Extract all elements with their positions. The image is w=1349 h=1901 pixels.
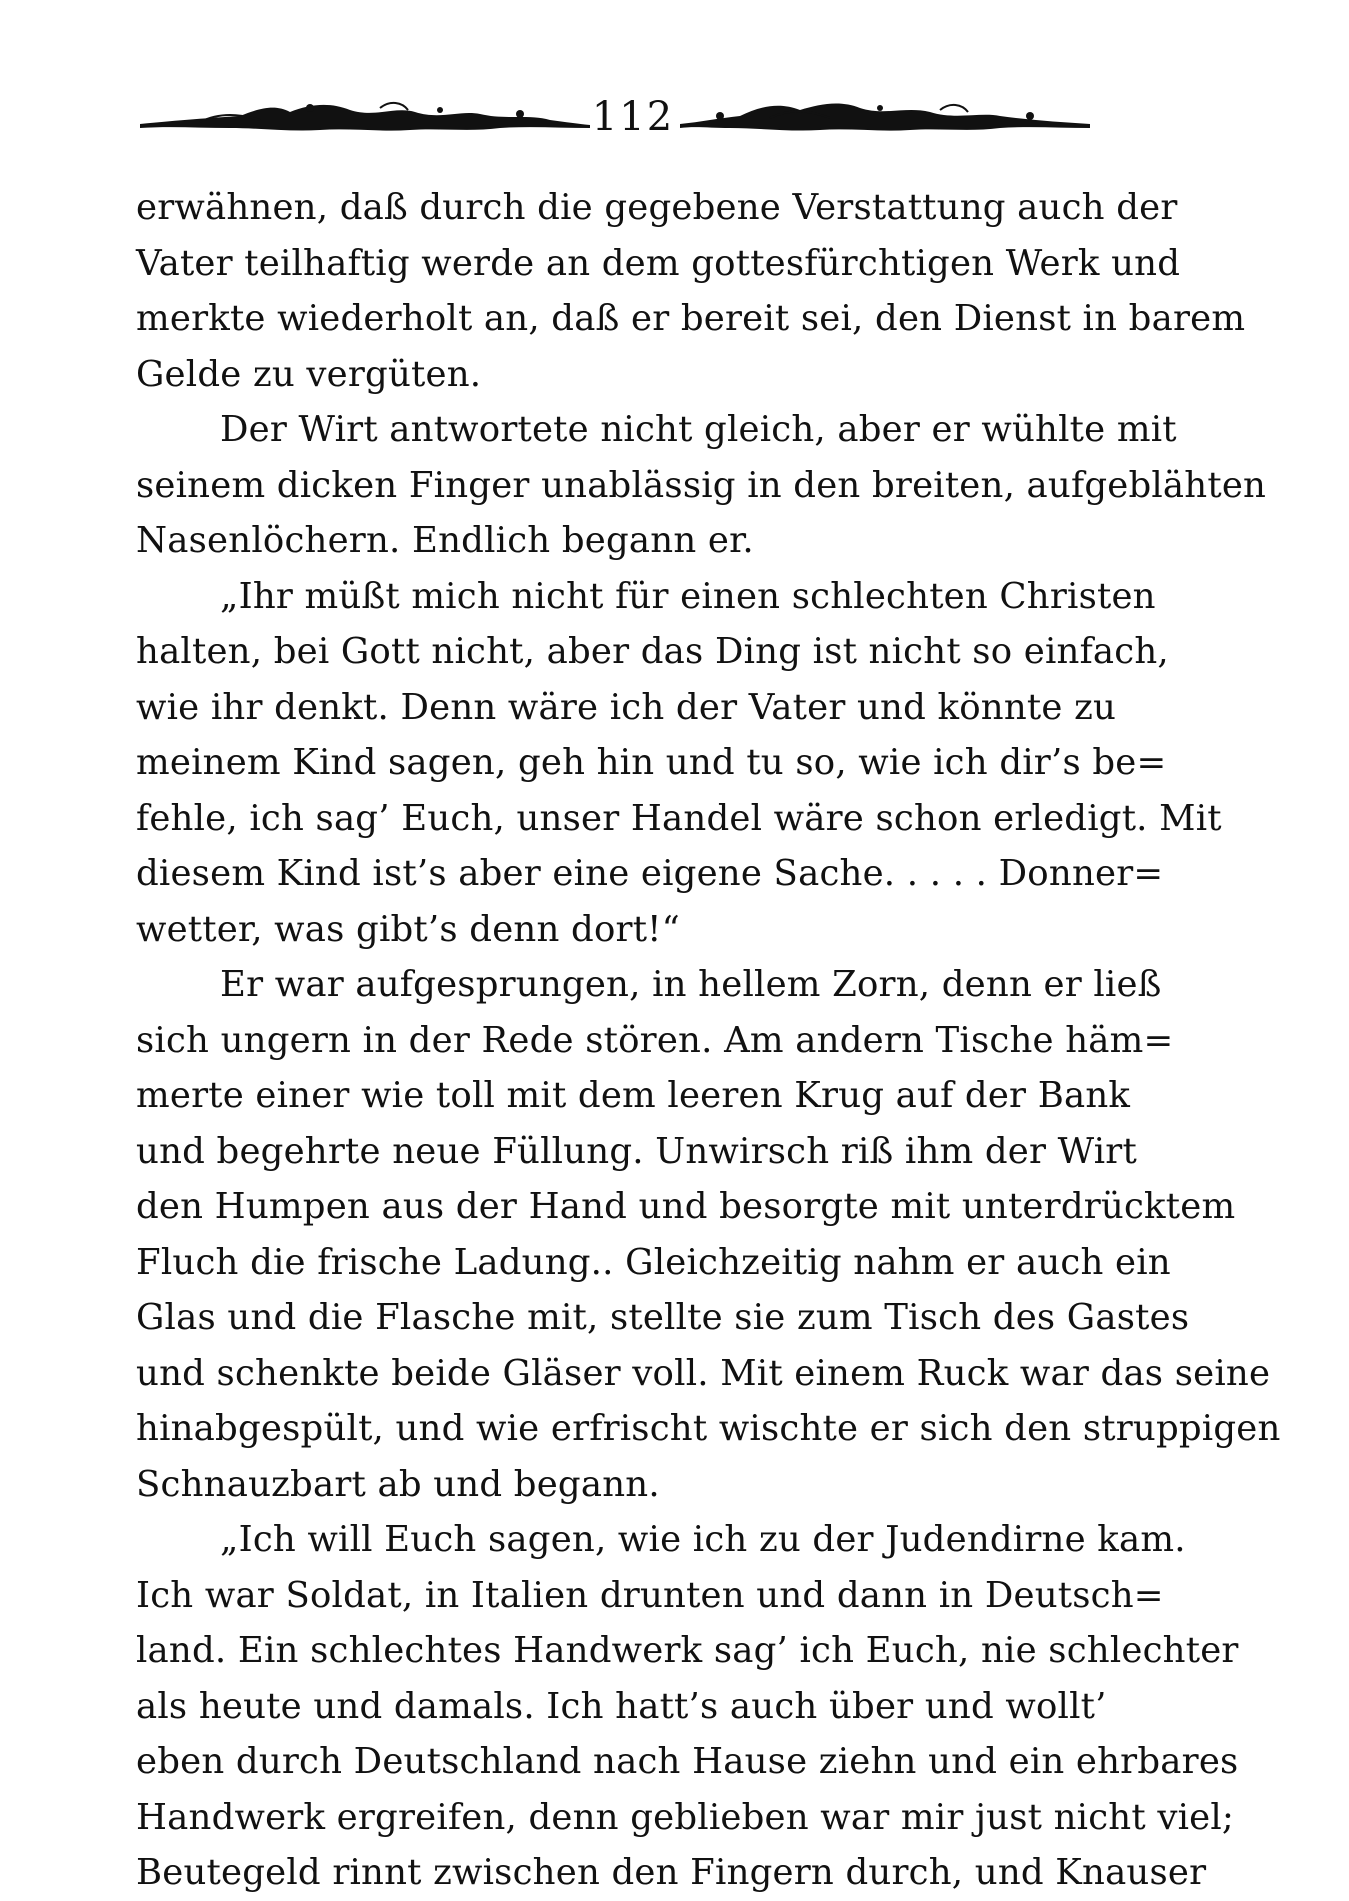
text-line: hinabgespült, und wie erfrischt wischte er sich den struppigen <box>136 1408 1281 1449</box>
text-line: Der Wirt antwortete nicht gleich, aber er wühlte mit <box>220 409 1177 450</box>
text-line: Handwerk ergreifen, denn geblieben war mir just nicht viel; <box>136 1796 1235 1838</box>
text-line: und schenkte beide Gläser voll. Mit einem Ruck war das seine <box>136 1352 1271 1394</box>
text-line: wetter, was gibt’s denn dort!“ <box>136 908 680 950</box>
text-line: Gelde zu vergüten. <box>136 353 482 395</box>
text-line: wie ihr denkt. Denn wäre ich der Vater und könnte zu <box>136 686 1117 728</box>
text-line: Ich war Soldat, in Italien drunten und dann in Deutsch= <box>136 1574 1164 1616</box>
text-line: „Ihr müßt mich nicht für einen schlechten Christen <box>220 575 1156 617</box>
page-body <box>136 180 1281 1901</box>
text-line: fehle, ich sag’ Euch, unser Handel wäre schon erledigt. Mit <box>136 797 1222 839</box>
text-line: erwähnen, daß durch die gegebene Verstattung auch der <box>136 187 1178 228</box>
paragraph <box>136 180 1246 402</box>
text-line: als heute und damals. Ich hatt’s auch über und wollt’ <box>136 1685 1107 1727</box>
text-line: meinem Kind sagen, geh hin und tu so, wie ich dir’s be= <box>136 742 1167 783</box>
page-number: 112 <box>591 94 675 140</box>
text-line: halten, bei Gott nicht, aber das Ding ist nicht so einfach, <box>136 631 1169 672</box>
text-line: Glas und die Flasche mit, stellte sie zum Tisch des Gastes <box>136 1297 1190 1338</box>
text-line: merte einer wie toll mit dem leeren Krug auf der Bank <box>136 1075 1131 1116</box>
text-line: Er war aufgesprungen, in hellem Zorn, denn er ließ <box>220 964 1162 1005</box>
text-line: eben durch Deutschland nach Hause ziehn und ein ehrbares <box>136 1741 1239 1782</box>
paragraph <box>136 402 1267 569</box>
left-ornament-icon <box>140 98 590 138</box>
paragraph <box>136 569 1222 958</box>
paragraph <box>136 1512 1239 1901</box>
text-line: sich ungern in der Rede stören. Am andern Tische häm= <box>136 1019 1174 1061</box>
text-line: Beutegeld rinnt zwischen den Fingern durch, und Knauser <box>136 1852 1207 1893</box>
paragraph <box>136 957 1281 1512</box>
right-ornament-icon <box>680 98 1090 138</box>
text-line: Vater teilhaftig werde an dem gottesfürchtigen Werk und <box>136 242 1181 284</box>
text-line: land. Ein schlechtes Handwerk sag’ ich Euch, nie schlechter <box>136 1630 1239 1671</box>
text-line: und begehrte neue Füllung. Unwirsch riß ihm der Wirt <box>136 1130 1137 1172</box>
text-line: seinem dicken Finger unablässig in den breiten, aufgeblähten <box>136 464 1267 506</box>
text-line: „Ich will Euch sagen, wie ich zu der Judendirne kam. <box>220 1519 1186 1560</box>
text-line: merkte wiederholt an, daß er bereit sei, den Dienst in barem <box>136 298 1246 339</box>
text-line: Nasenlöchern. Endlich begann er. <box>136 520 754 561</box>
text-line: Fluch die frische Ladung.. Gleichzeitig nahm er auch ein <box>136 1241 1171 1283</box>
page-header <box>140 88 1090 148</box>
text-line: den Humpen aus der Hand und besorgte mit unterdrücktem <box>136 1186 1236 1227</box>
text-line: Schnauzbart ab und begann. <box>136 1463 660 1505</box>
text-line: diesem Kind ist’s aber eine eigene Sache. . . . . Donner= <box>136 853 1164 894</box>
